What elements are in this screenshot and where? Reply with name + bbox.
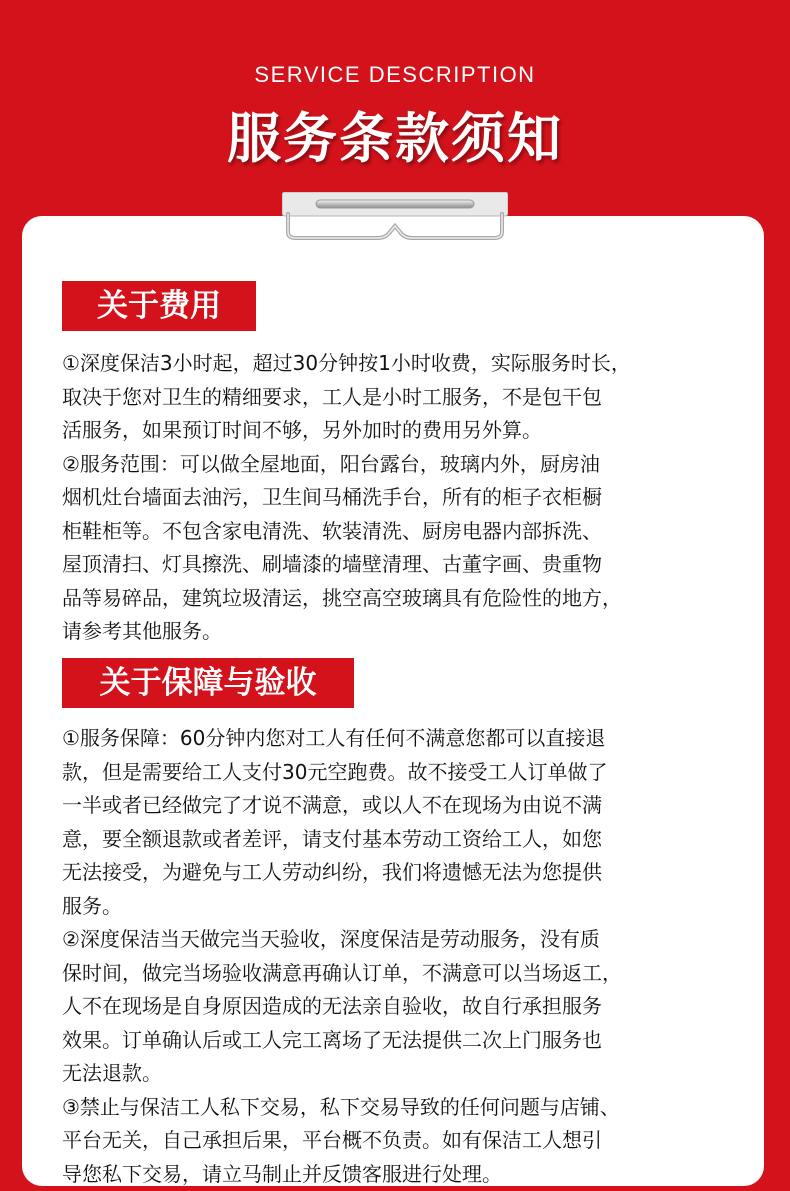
clipboard-clip-icon: [282, 192, 508, 248]
section-heading-fees: 关于费用: [62, 281, 256, 331]
page-title: 服务条款须知: [227, 107, 563, 170]
section-text-fees: ①深度保洁3小时起，超过30分钟按1小时收费，实际服务时长， 取决于您对卫生的精细要求，工人是小时工服务，不是包干包 活服务，如果预订时间不够，另外加时的费用另外算。 ②服务范围：可以做全屋地面，阳台露台，玻璃内外，厨房油 烟机灶台墙面去油污，卫生间马桶洗手台，所有的柜子衣柜橱 柜鞋柜等。不包含家电清洗、软装清洗、厨房电器内部拆洗、 屋顶清扫、灯具擦洗、刷墙漆的墙壁清理、古董字画、贵重物 品等易碎品，建筑垃圾清运，挑空高空玻璃具有危险性的地方， 请参考其他服务。: [62, 351, 631, 643]
section-text-guarantee: ①服务保障：60分钟内您对工人有任何不满意您都可以直接退 款，但是需要给工人支付30元空跑费。故不接受工人订单做了 一半或者已经做完了才说不满意，或以人不在现场为由说不满 意，要全额退款或者差评，请支付基本劳动工资给工人，如您 无法接受，为避免与工人劳动纠纷，我们将遗憾无法为您提供 服务。 ②深度保洁当天做完当天验收，深度保洁是劳动服务，没有质 保时间，做完当场验收满意再确认订单，不满意可以当场返工， 人不在现场是自身原因造成的无法亲自验收，故自行承担服务 效果。订单确认后或工人完工离场了无法提供二次上门服务也 无法退款。 ③禁止与保洁工人私下交易，私下交易导致的任何问题与店铺、 平台无关，自己承担后果，平台概不负责。如有保洁工人想引 导您私下交易，请立马制止并反馈客服进行处理。: [62, 726, 622, 1186]
section-heading-guarantee: 关于保障与验收: [62, 658, 354, 708]
page-subtitle: SERVICE DESCRIPTION: [254, 62, 536, 87]
